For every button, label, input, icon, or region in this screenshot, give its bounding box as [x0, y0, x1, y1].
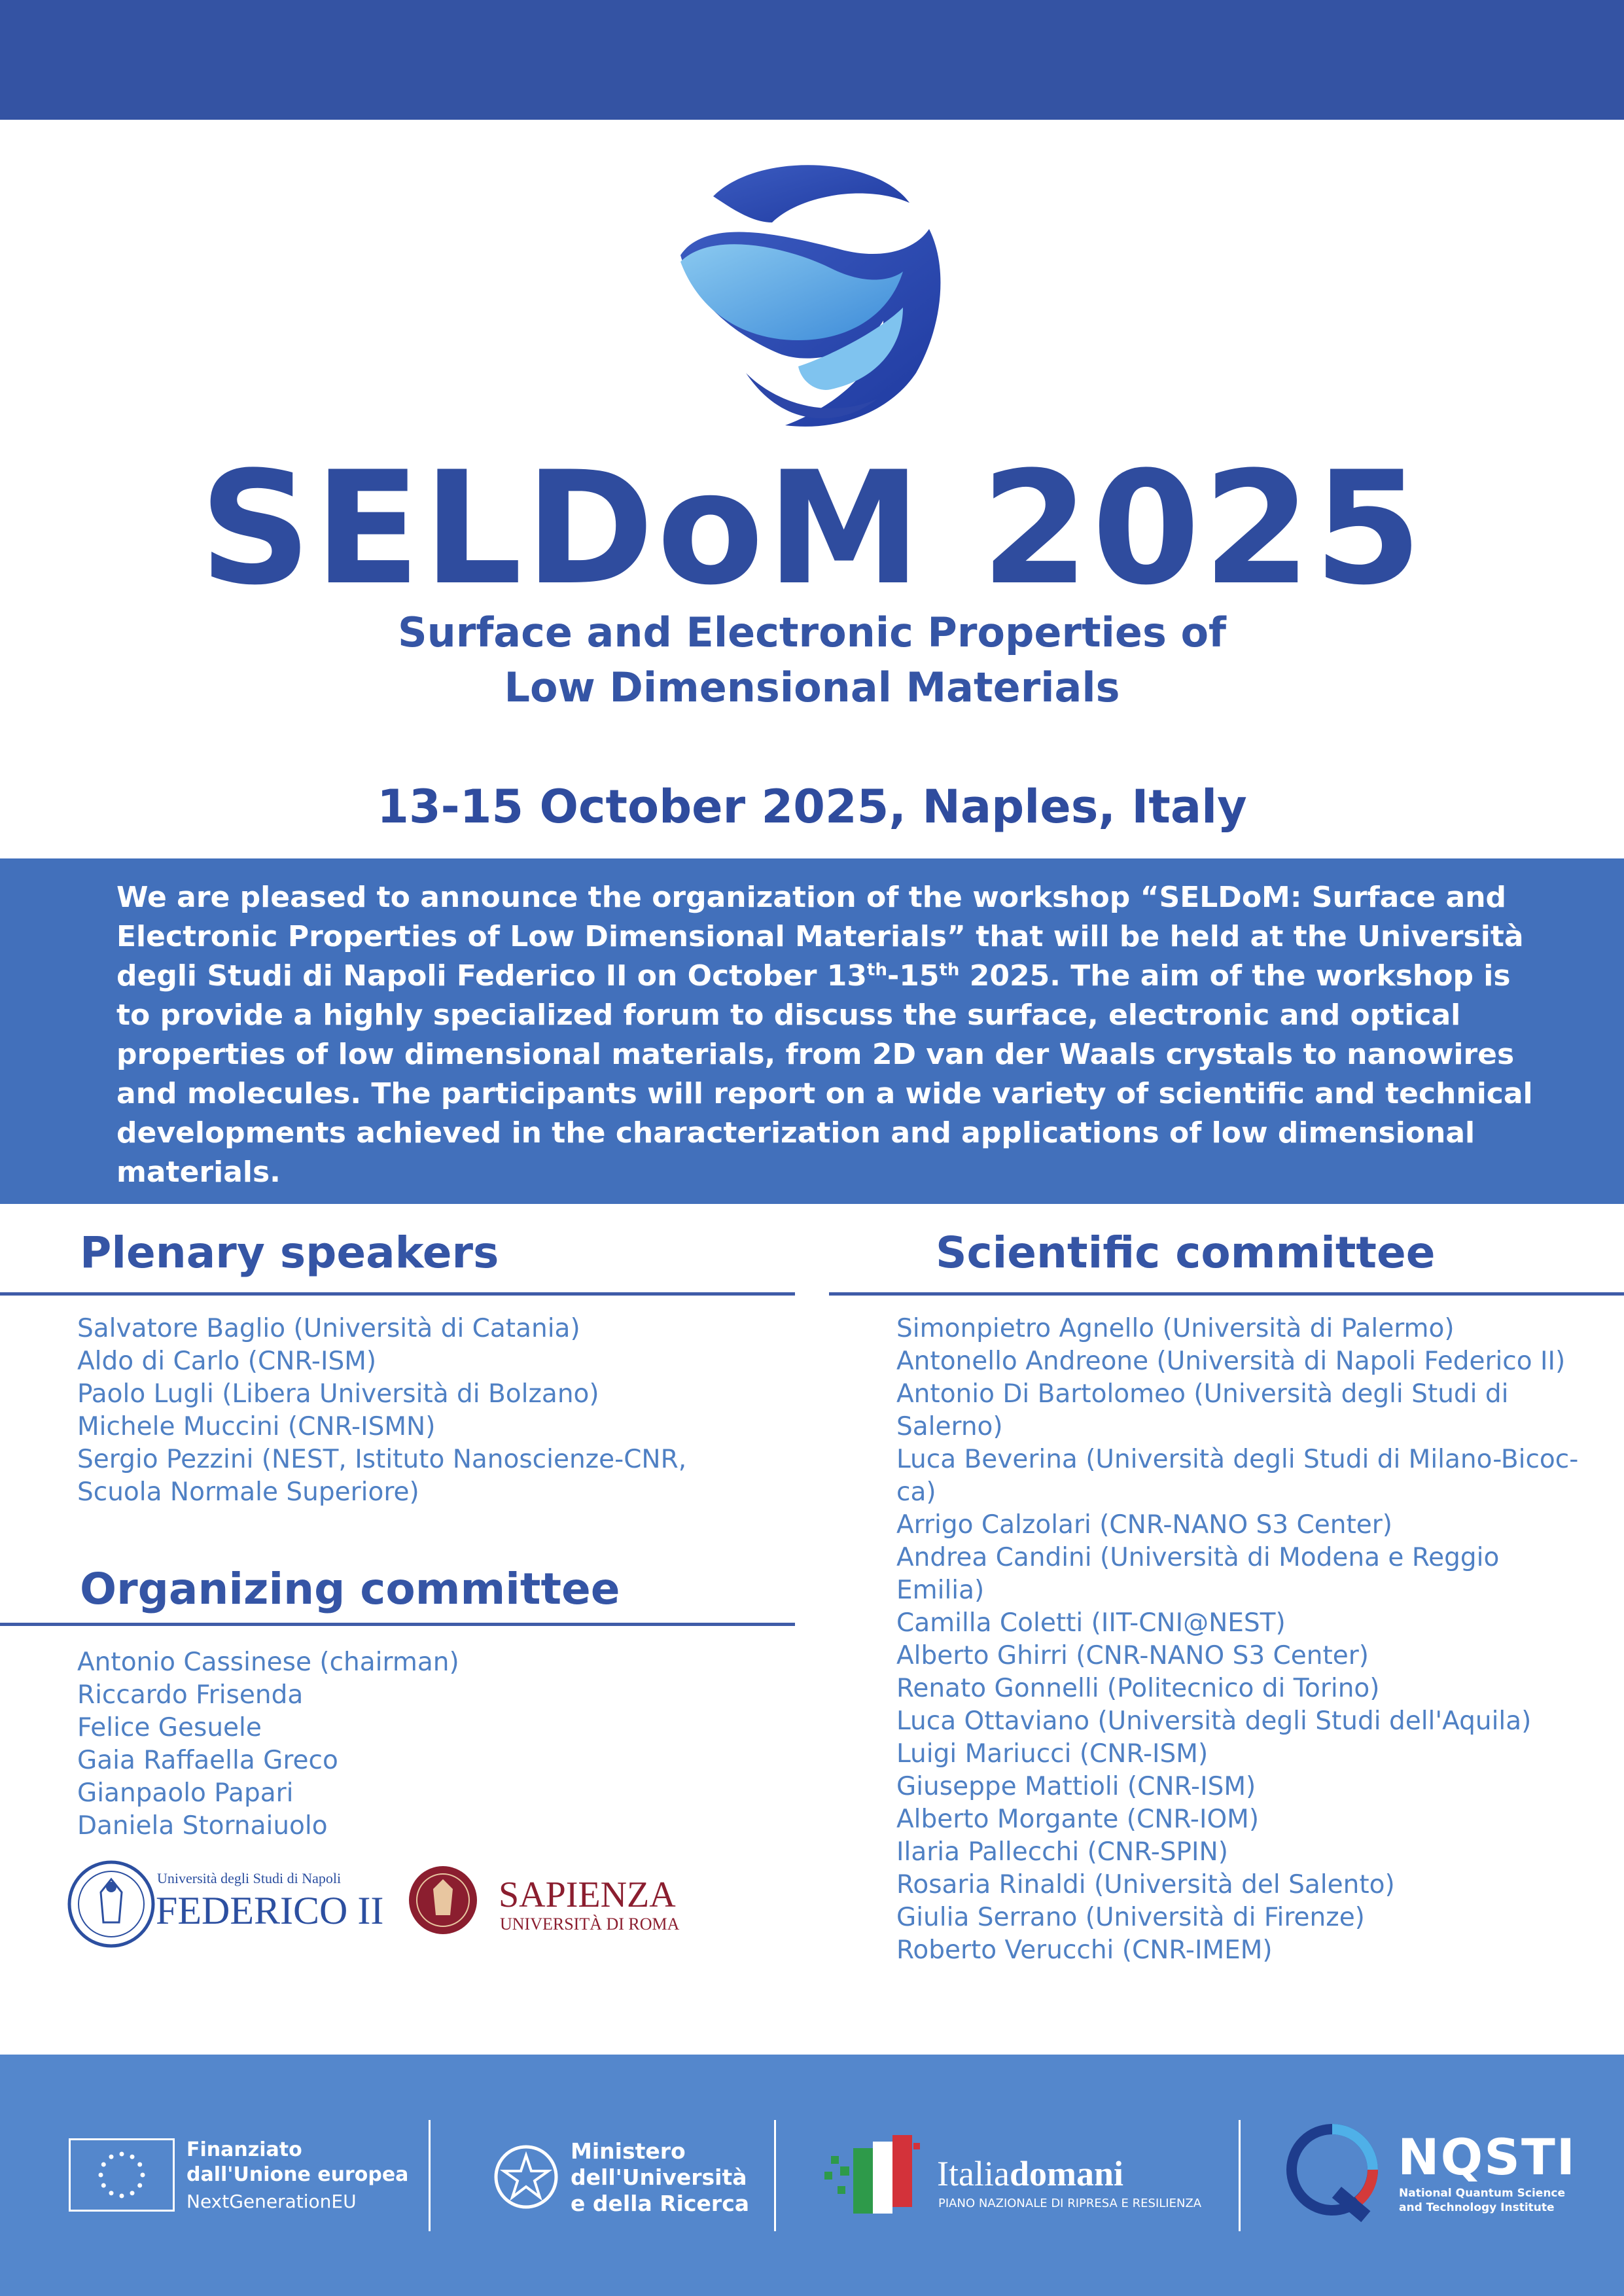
eu-star: [137, 2163, 142, 2167]
sapienza-name-text: SAPIENZA: [499, 1875, 676, 1915]
eu-star: [120, 2194, 124, 2199]
eu-star: [130, 2155, 135, 2159]
list-item: Felice Gesuele: [77, 1713, 262, 1742]
list-item: Giulia Serrano (Università di Firenze): [896, 1903, 1365, 1932]
list-item: Daniela Stornaiuolo: [77, 1811, 328, 1841]
italiadomani-logo: [824, 2130, 1217, 2221]
eu-line-3: NextGenerationEU: [186, 2191, 357, 2212]
italian-emblem-icon: [492, 2141, 560, 2213]
list-item: Antonio Cassinese (chairman): [77, 1648, 459, 1677]
list-item: Rosaria Rinaldi (Università del Salento): [896, 1870, 1395, 1899]
domani-word: domani: [1009, 2154, 1123, 2193]
list-item: Camilla Coletti (IIT-CNI@NEST): [896, 1608, 1286, 1638]
intro-band: [0, 858, 1624, 1204]
list-item: Luigi Mariucci (CNR-ISM): [896, 1739, 1209, 1769]
eu-star: [109, 2155, 114, 2159]
list-item: Michele Muccini (CNR-ISMN): [77, 1412, 436, 1441]
plenary-heading: Plenary speakers: [80, 1227, 499, 1278]
eu-line-1: Finanziato: [186, 2138, 302, 2161]
list-item: Aldo di Carlo (CNR-ISM): [77, 1347, 377, 1376]
list-item: Salvatore Baglio (Università di Catania): [77, 1314, 580, 1343]
list-item: Gianpaolo Papari: [77, 1778, 294, 1808]
eu-star: [109, 2191, 114, 2195]
eu-star: [120, 2152, 124, 2157]
event-subtitle: [0, 605, 1624, 715]
federico-seal-icon: [65, 1858, 157, 1950]
footer-divider-2: [774, 2120, 776, 2231]
scientific-heading: Scientific committee: [936, 1227, 1436, 1278]
plenary-rule: [0, 1292, 795, 1296]
list-item: Scuola Normale Superiore): [77, 1477, 419, 1507]
list-item: Emilia): [896, 1576, 985, 1605]
italiadomani-name: [937, 2153, 1123, 2194]
nqsti-q-icon: [1281, 2119, 1386, 2223]
list-item: Gaia Raffaella Greco: [77, 1746, 338, 1775]
italia-word: Italia: [937, 2154, 1010, 2193]
event-dates: 13-15 October 2025, Naples, Italy: [377, 780, 1247, 834]
footer-divider-1: [429, 2120, 431, 2231]
intro-sup-1: th: [867, 960, 887, 980]
intro-part-1: We are pleased to announce the organization of the workshop “SELDoM: Surface and Electronic Properties of Low Dimensional Materials” that will be held at the Università degli Studi di Napoli Federico II on October 13: [116, 881, 1524, 993]
scientific-rule: [829, 1292, 1624, 1296]
list-item: Renato Gonnelli (Politecnico di Torino): [896, 1674, 1380, 1703]
eu-star: [137, 2183, 142, 2188]
plenary-list: [77, 1313, 686, 1509]
list-item: Ilaria Pallecchi (CNR-SPIN): [896, 1837, 1228, 1867]
nqsti-sub-2: and Technology Institute: [1399, 2201, 1555, 2214]
intro-paragraph: [116, 878, 1536, 1192]
nqsti-logo: [1281, 2119, 1595, 2223]
list-item: Alberto Morgante (CNR-IOM): [896, 1805, 1260, 1834]
footer-divider-3: [1239, 2120, 1241, 2231]
list-item: Andrea Candini (Università di Modena e Reggio: [896, 1543, 1500, 1572]
nqsti-sub-1: National Quantum Science: [1399, 2187, 1566, 2200]
eu-star: [141, 2173, 145, 2178]
sapienza-logo: [407, 1860, 682, 1945]
list-item: Paolo Lugli (Libera Università di Bolzano): [77, 1379, 599, 1409]
mur-line-1: Ministero: [571, 2138, 686, 2164]
eu-funding-logo: [69, 2138, 435, 2217]
intro-part-3: 2025. The aim of the workshop is to provide a highly specialized forum to discuss the surface, electronic and optical properties of low dimensional materials, from 2D van der Waals crystals to nanowires and molecules. The participants will report on a wide variety of scientific and technical developments achieved in the characterization and applications of low dimensional materials.: [116, 959, 1533, 1189]
eu-star: [101, 2163, 106, 2167]
scientific-list: [896, 1313, 1578, 1967]
list-item: Antonio Di Bartolomeo (Università degli Studi di: [896, 1379, 1509, 1409]
list-item: Salerno): [896, 1412, 1003, 1441]
list-item: Roberto Verucchi (CNR-IMEM): [896, 1935, 1273, 1965]
list-item: Antonello Andreone (Università di Napoli Federico II): [896, 1347, 1566, 1376]
federico-ii-logo: [65, 1858, 384, 1950]
list-item: ca): [896, 1477, 936, 1507]
list-item: Luca Ottaviano (Università degli Studi dell'Aquila): [896, 1706, 1532, 1736]
list-item: Luca Beverina (Università degli Studi di Milano-Bicoc-: [896, 1445, 1579, 1474]
organizing-list: [77, 1646, 459, 1843]
eu-flag-icon: [69, 2138, 175, 2212]
sapienza-sub-text: UNIVERSITÀ DI ROMA: [500, 1915, 680, 1934]
federico-name-text: FEDERICO II: [156, 1889, 384, 1932]
eu-star: [130, 2191, 135, 2195]
list-item: Riccardo Frisenda: [77, 1680, 304, 1710]
eu-star: [101, 2183, 106, 2188]
subtitle-line-1: Surface and Electronic Properties of: [397, 609, 1227, 656]
list-item: Arrigo Calzolari (CNR-NANO S3 Center): [896, 1510, 1392, 1540]
seldom-globe-logo: [667, 157, 955, 445]
mur-line-3: e della Ricerca: [571, 2191, 750, 2216]
federico-top-text: Università degli Studi di Napoli: [157, 1870, 342, 1886]
mur-logo: [492, 2138, 767, 2223]
list-item: Simonpietro Agnello (Università di Palermo): [896, 1314, 1455, 1343]
italia-flag-pixel-icon: [824, 2130, 923, 2221]
list-item: Alberto Ghirri (CNR-NANO S3 Center): [896, 1641, 1369, 1670]
list-item: Sergio Pezzini (NEST, Istituto Nanoscienze-CNR,: [77, 1445, 687, 1474]
nqsti-name: NQSTI: [1398, 2128, 1577, 2186]
top-banner: [0, 0, 1624, 120]
sapienza-seal-icon: [407, 1860, 479, 1945]
organizing-heading: Organizing committee: [80, 1564, 620, 1614]
subtitle-line-2: Low Dimensional Materials: [504, 663, 1120, 711]
intro-sup-2: th: [939, 960, 960, 980]
eu-line-2: dall'Unione europea: [186, 2163, 409, 2186]
organizing-rule: [0, 1623, 795, 1626]
intro-part-2: -15: [887, 959, 940, 993]
italiadomani-sub: PIANO NAZIONALE DI RIPRESA E RESILIENZA: [938, 2197, 1202, 2210]
event-title: SELDoM 2025: [199, 438, 1425, 620]
mur-line-2: dell'Università: [571, 2164, 747, 2190]
eu-star: [99, 2173, 103, 2178]
list-item: Giuseppe Mattioli (CNR-ISM): [896, 1772, 1256, 1801]
